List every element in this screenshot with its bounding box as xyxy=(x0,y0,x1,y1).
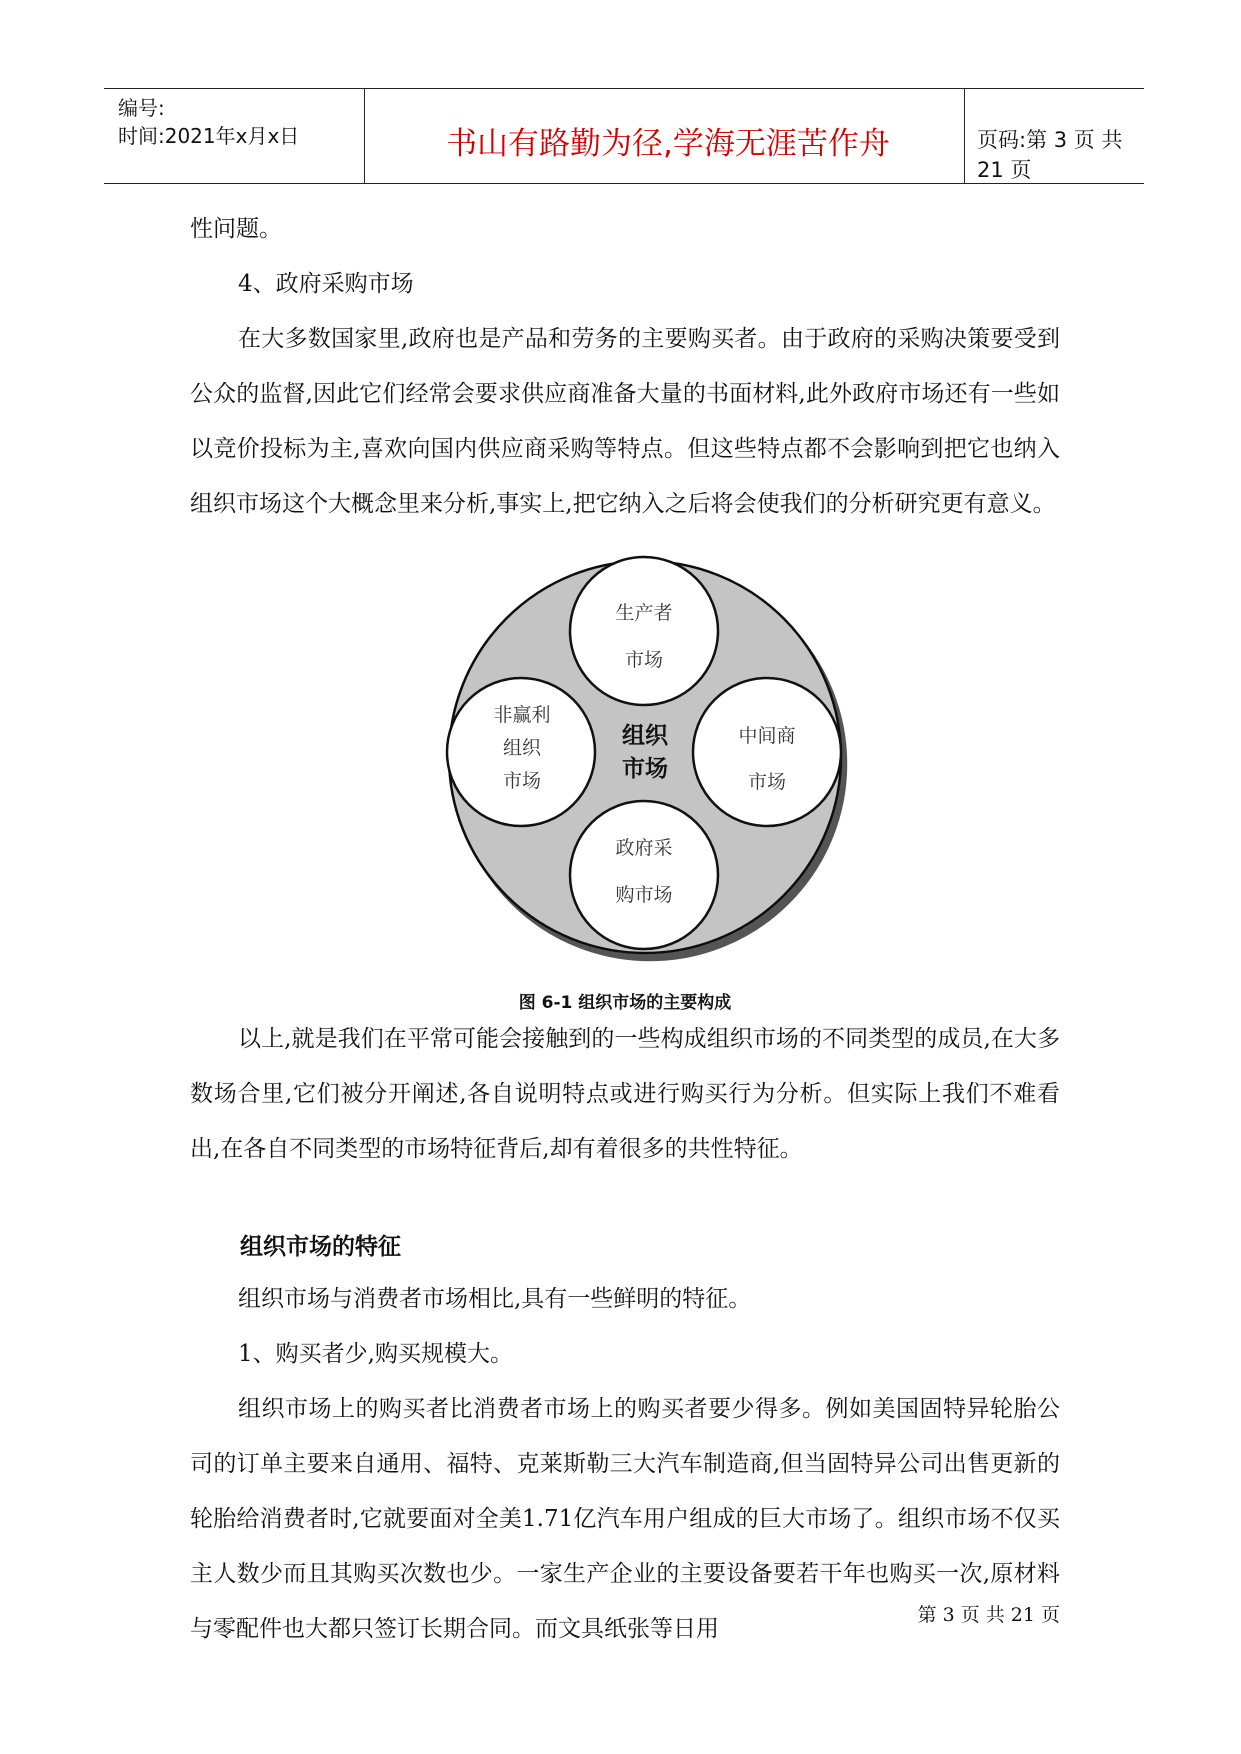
diagram-center-line1: 组织 xyxy=(622,723,668,749)
body-top xyxy=(190,202,1060,532)
header-number-label: 编号: xyxy=(118,96,165,120)
circle-producer-market xyxy=(570,557,718,705)
subheading-few-buyers: 1、购买者少,购买规模大。 xyxy=(238,1341,513,1367)
paragraph-intro: 组织市场与消费者市场相比,具有一些鲜明的特征。 xyxy=(238,1286,752,1312)
circle-government-market xyxy=(570,801,718,949)
header-top-rule xyxy=(104,88,1144,89)
page-header xyxy=(104,88,1144,184)
diagram-bottom-line1: 政府采 xyxy=(615,837,673,859)
diagram-top-line1: 生产者 xyxy=(615,602,673,624)
header-page-label: 页码:第 3 页 共 21 页 xyxy=(977,128,1123,182)
diagram-left-line2: 组织 xyxy=(502,737,542,759)
diagram-right-line1: 中间商 xyxy=(738,725,796,747)
paragraph-government-market: 在大多数国家里,政府也是产品和劳务的主要购买者。由于政府的采购决策要受到公众的监督,因此它们经常会要求供应商准备大量的书面材料,此外政府市场还有一些如以竞价投标为主,喜欢向国内供应商采购等特点。但这些特点都不会影响到把它也纳入组织市场这个大概念里来分析,事实上,把它纳入之后将会使我们的分析研究更有意义。 xyxy=(190,326,1060,517)
page-footer: 第 3 页 共 21 页 xyxy=(917,1604,1060,1626)
body-middle xyxy=(190,1012,1060,1177)
header-meta xyxy=(118,94,299,150)
figure-caption: 图 6-1 组织市场的主要构成 xyxy=(518,993,732,1013)
diagram-top-line2: 市场 xyxy=(624,649,664,671)
org-market-diagram xyxy=(440,552,860,972)
circle-intermediary-market xyxy=(693,678,841,826)
subheading-government-market: 4、政府采购市场 xyxy=(238,271,414,297)
paragraph-continuation: 性问题。 xyxy=(190,216,282,242)
header-time-label: 时间:2021年x月x日 xyxy=(118,124,300,148)
diagram-left-line3: 市场 xyxy=(502,770,542,792)
header-motto: 书山有路勤为径,学海无涯苦作舟 xyxy=(446,126,890,162)
paragraph-few-buyers: 组织市场上的购买者比消费者市场上的购买者要少得多。例如美国固特异轮胎公司的订单主要来自通用、福特、克莱斯勒三大汽车制造商,但当固特异公司出售更新的轮胎给消费者时,它就要面对全美1.71亿汽车用户组成的巨大市场了。组织市场不仅买主人数少而且其购买次数也少。一家生产企业的主要设备要若干年也购买一次,原材料与零配件也大都只签订长期合同。而文具纸张等日用 xyxy=(190,1396,1060,1642)
diagram-right-line2: 市场 xyxy=(747,771,787,793)
diagram-left-line1: 非赢利 xyxy=(493,704,551,726)
section-title: 组织市场的特征 xyxy=(240,1234,401,1260)
header-divider-left xyxy=(364,88,365,184)
diagram-bottom-line2: 购市场 xyxy=(615,884,673,906)
diagram-center-line2: 市场 xyxy=(622,756,668,782)
paragraph-summary: 以上,就是我们在平常可能会接触到的一些构成组织市场的不同类型的成员,在大多数场合里,它们被分开阐述,各自说明特点或进行购买行为分析。但实际上我们不难看出,在各自不同类型的市场特征背后,却有着很多的共性特征。 xyxy=(190,1026,1060,1162)
